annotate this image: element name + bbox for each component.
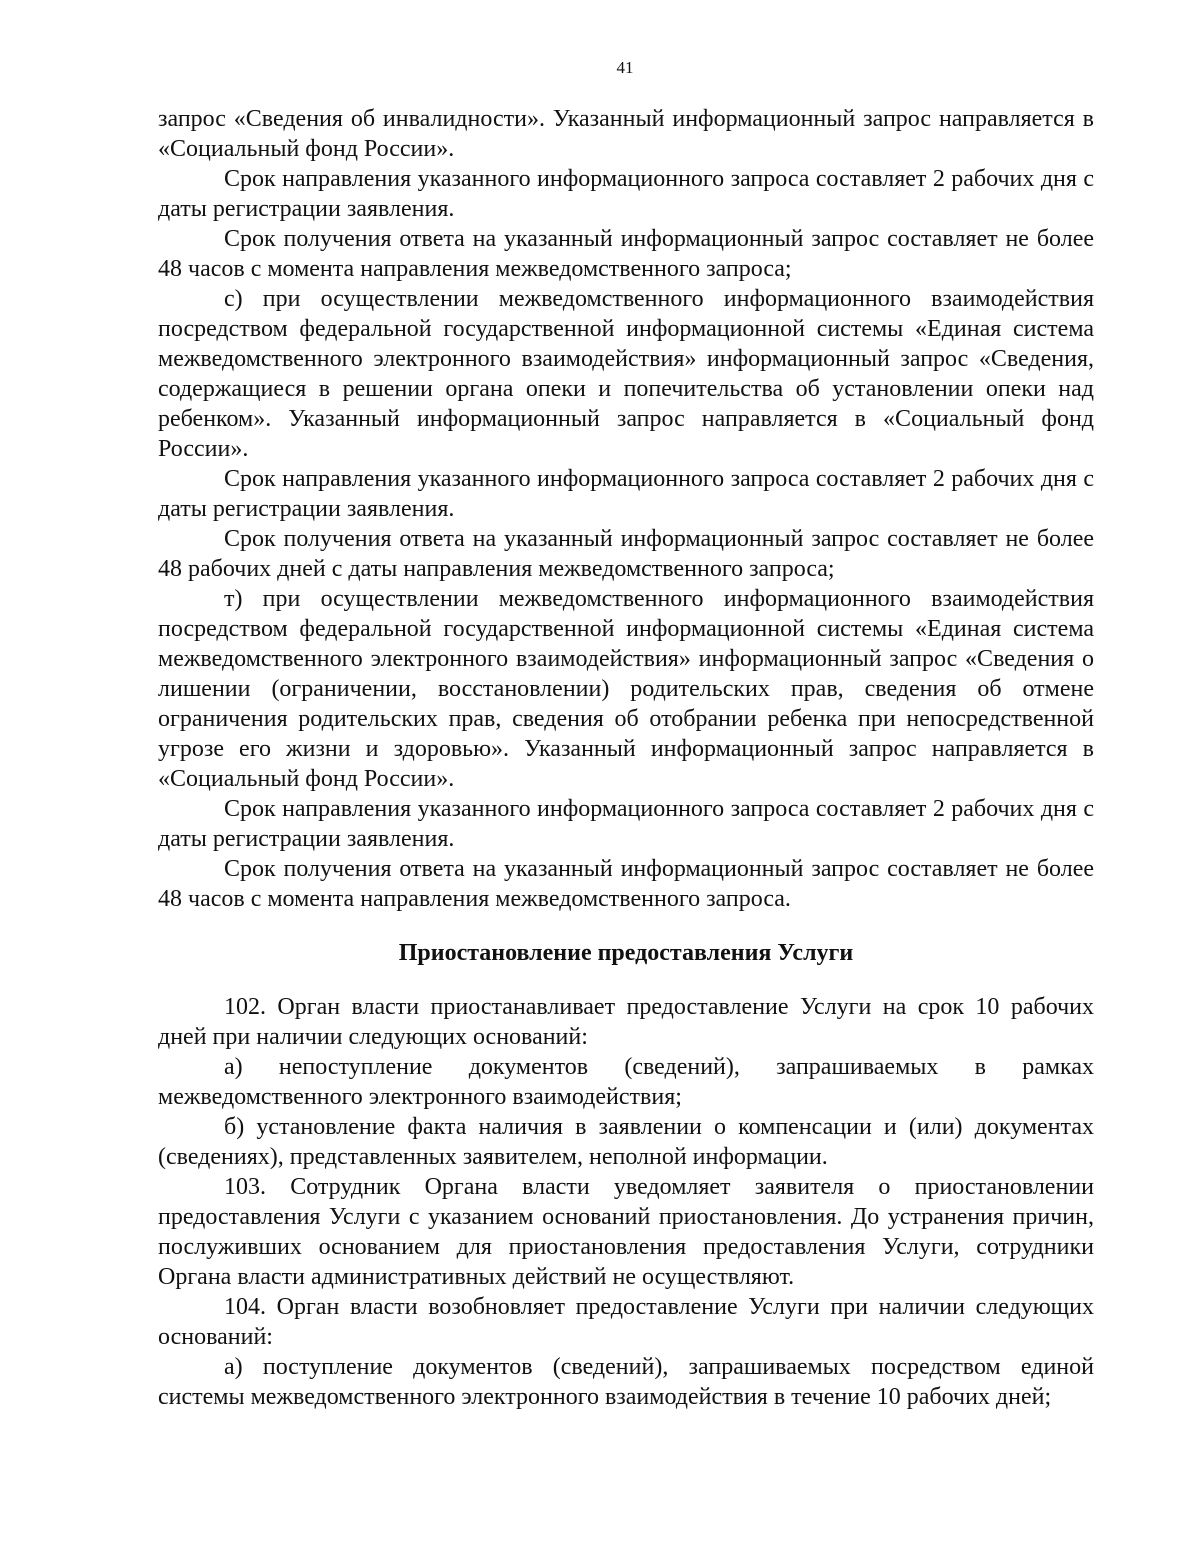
document-body <box>158 104 1094 1412</box>
paragraph: 102. Орган власти приостанавливает предоставление Услуги на срок 10 рабочих дней при наличии следующих оснований: <box>158 994 1094 1050</box>
paragraph: 103. Сотрудник Органа власти уведомляет заявителя о приостановлении предоставления Услуги с указанием оснований приостановления. До устранения причин, послуживших основанием для приостановления предоставления Услуги, сотрудники Органа власти административных действий не осуществляют. <box>158 1174 1094 1290</box>
paragraph: Срок направления указанного информационного запроса составляет 2 рабочих дня с даты регистрации заявления. <box>158 466 1094 522</box>
paragraph: т) при осуществлении межведомственного информационного взаимодействия посредством федеральной государственной информационной системы «Единая система межведомственного электронного взаимодействия» информационный запрос «Сведения о лишении (ограничении, восстановлении) родительских прав, сведения об отмене ограничения родительских прав, сведения об отобрании ребенка при непосредственной угрозе его жизни и здоровью». Указанный информационный запрос направляется в «Социальный фонд России». <box>158 586 1094 792</box>
paragraph: Срок получения ответа на указанный информационный запрос составляет не более 48 часов с момента направления межведомственного запроса; <box>158 226 1094 282</box>
paragraph: б) установление факта наличия в заявлении о компенсации и (или) документах (сведениях), представленных заявителем, неполной информации. <box>158 1114 1094 1170</box>
paragraph: Срок получения ответа на указанный информационный запрос составляет не более 48 рабочих дней с даты направления межведомственного запроса; <box>158 526 1094 582</box>
paragraph: Срок направления указанного информационного запроса составляет 2 рабочих дня с даты регистрации заявления. <box>158 796 1094 852</box>
paragraph: а) поступление документов (сведений), запрашиваемых посредством единой системы межведомственного электронного взаимодействия в течение 10 рабочих дней; <box>158 1354 1094 1410</box>
paragraph: Срок направления указанного информационного запроса составляет 2 рабочих дня с даты регистрации заявления. <box>158 166 1094 222</box>
paragraph: Срок получения ответа на указанный информационный запрос составляет не более 48 часов с момента направления межведомственного запроса. <box>158 856 1094 912</box>
paragraph: а) непоступление документов (сведений), запрашиваемых в рамках межведомственного электронного взаимодействия; <box>158 1054 1094 1110</box>
section-heading: Приостановление предоставления Услуги <box>398 940 854 966</box>
paragraph: 104. Орган власти возобновляет предоставление Услуги при наличии следующих оснований: <box>158 1294 1094 1350</box>
paragraph: с) при осуществлении межведомственного информационного взаимодействия посредством федеральной государственной информационной системы «Единая система межведомственного электронного взаимодействия» информационный запрос «Сведения, содержащиеся в решении органа опеки и попечительства об установлении опеки над ребенком». Указанный информационный запрос направляется в «Социальный фонд России». <box>158 286 1094 462</box>
page-number: 41 <box>616 58 634 77</box>
paragraph: запрос «Сведения об инвалидности». Указанный информационный запрос направляется в «Социальный фонд России». <box>158 106 1094 162</box>
